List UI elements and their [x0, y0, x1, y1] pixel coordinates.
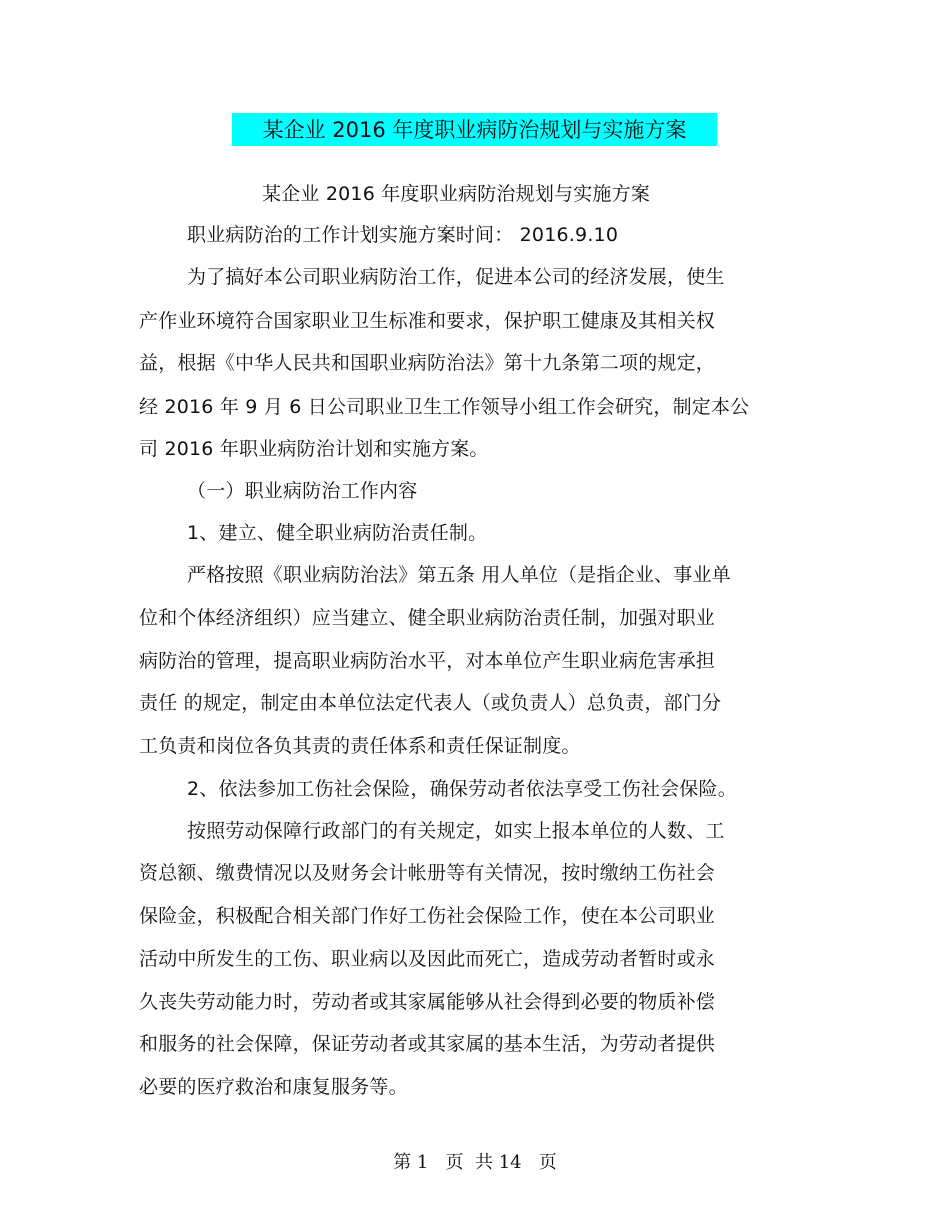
paragraph-line: 按照劳动保障行政部门的有关规定，如实上报本单位的人数、工: [187, 820, 725, 842]
document-title: 某企业 2016 年度职业病防治规划与实施方案: [262, 118, 687, 142]
section-heading: （一）职业病防治工作内容: [187, 480, 418, 502]
paragraph-line: 为了搞好本公司职业病防治工作，促进本公司的经济发展，使生: [187, 266, 725, 288]
page-footer: 第 1 页 共 14 页: [393, 1152, 557, 1173]
paragraph-line: 活动中所发生的工伤、职业病以及因此而死亡，造成劳动者暂时或永: [139, 948, 716, 970]
schedule-time-line: 职业病防治的工作计划实施方案时间： 2016.9.10: [187, 224, 619, 246]
paragraph-line: 必要的医疗救治和康复服务等。: [139, 1076, 408, 1098]
paragraph-line: 益，根据《中华人民共和国职业病防治法》第十九条第二项的规定，: [139, 352, 716, 374]
paragraph-line: 和服务的社会保障，保证劳动者或其家属的基本生活，为劳动者提供: [139, 1033, 716, 1055]
paragraph-line: 司 2016 年职业病防治计划和实施方案。: [139, 438, 489, 460]
paragraph-line: 经 2016 年 9 月 6 日公司职业卫生工作领导小组工作会研究，制定本公: [139, 396, 750, 418]
subtitle-line: 某企业 2016 年度职业病防治规划与实施方案: [262, 183, 651, 205]
paragraph-line: 工负责和岗位各负其责的责任体系和责任保证制度。: [139, 735, 581, 757]
paragraph-line: 资总额、缴费情况以及财务会计帐册等有关情况，按时缴纳工伤社会: [139, 862, 716, 884]
paragraph-line: 病防治的管理，提高职业病防治水平，对本单位产生职业病危害承担: [139, 650, 716, 672]
paragraph-line: 责任 的规定，制定由本单位法定代表人（或负责人）总负责，部门分: [139, 692, 722, 714]
subsection-heading: 1、建立、健全职业病防治责任制。: [187, 522, 488, 544]
paragraph-line: 严格按照《职业病防治法》第五条 用人单位（是指企业、事业单: [187, 564, 731, 586]
paragraph-line: 位和个体经济组织）应当建立、健全职业病防治责任制，加强对职业: [139, 607, 716, 629]
title-highlight: [232, 113, 717, 146]
paragraph-line: 保险金，积极配合相关部门作好工伤社会保险工作，使在本公司职业: [139, 905, 716, 927]
paragraph-line: 产作业环境符合国家职业卫生标准和要求，保护职工健康及其相关权: [139, 310, 716, 332]
subsection-heading: 2、依法参加工伤社会保险，确保劳动者依法享受工伤社会保险。: [187, 778, 737, 800]
paragraph-line: 久丧失劳动能力时，劳动者或其家属能够从社会得到必要的物质补偿: [139, 991, 716, 1013]
